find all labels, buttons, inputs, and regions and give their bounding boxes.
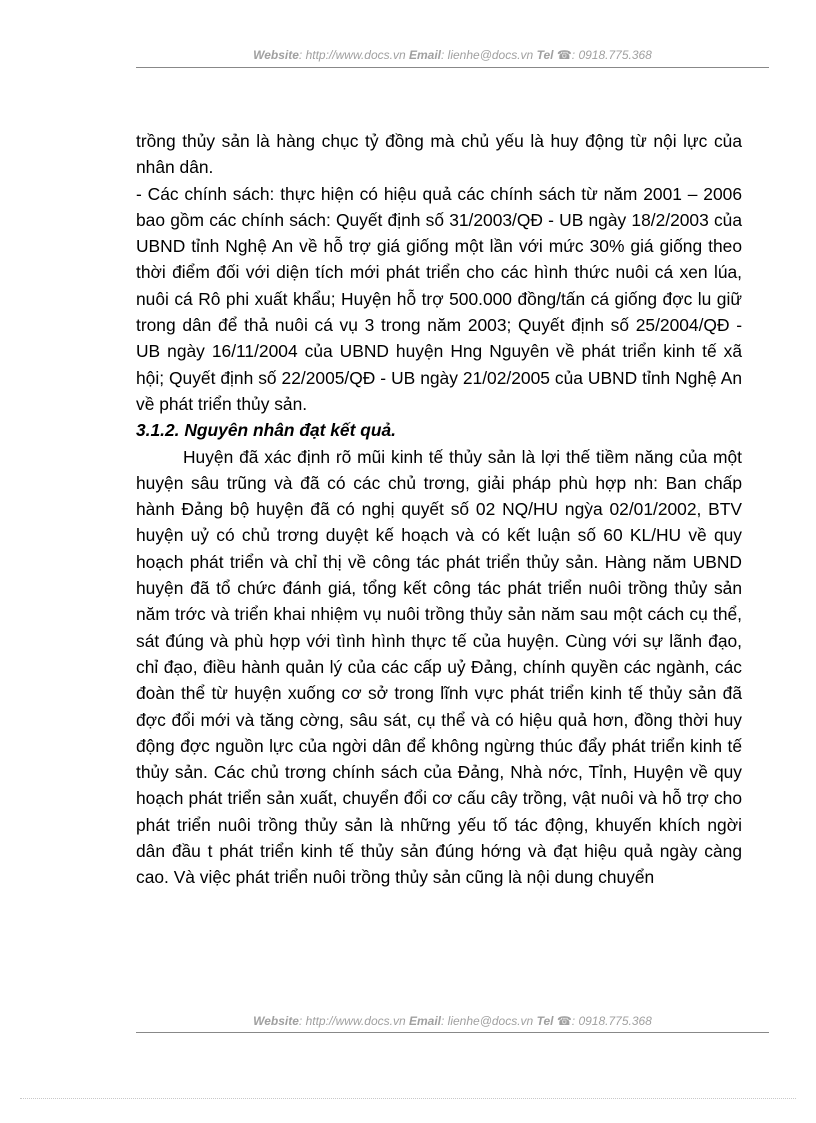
tel-number: : 0918.775.368 [571, 48, 652, 62]
paragraph-continuation: trồng thủy sản là hàng chục tỷ đồng mà chủ yếu là huy động từ nội lực của nhân dân. [136, 131, 742, 178]
website-label: Website [253, 48, 299, 62]
email-address: : lienhe@docs.vn [441, 1014, 534, 1028]
phone-icon: ☎ [556, 1014, 572, 1028]
page-header [136, 48, 769, 62]
paragraph-policies: - Các chính sách: thực hiện có hiệu quả các chính sách từ năm 2001 – 2006 bao gồm các chính sách: Quyết định số 31/2003/QĐ - UB ngày 18/2/2003 của UBND tỉnh Nghệ An về hỗ trợ giá giống một lần với mức 30% giá giống theo thời điểm đối với diện tích mới phát triển cho các hình thức nuôi cá xen lúa, nuôi cá Rô phi xuất khẩu; Huyện hỗ trợ 500.000 đồng/tấn cá giống đợc lu giữ trong dân để thả nuôi cá vụ 3 trong năm 2003; Quyết định số 25/2004/QĐ - UB ngày 16/11/2004 của UBND huyện Hng Nguyên về phát triển kinh tế xã hội; Quyết định số 22/2005/QĐ - UB ngày 21/02/2005 của UBND tỉnh Nghệ An về phát triển thủy sản. [136, 183, 742, 414]
tel-label: Tel [536, 48, 554, 62]
email-label: Email [408, 48, 441, 62]
website-url: : http://www.docs.vn [298, 48, 406, 62]
website-url: : http://www.docs.vn [298, 1014, 406, 1028]
email-address: : lienhe@docs.vn [441, 48, 534, 62]
paragraph-causes: Huyện đã xác định rõ mũi kinh tế thủy sản là lợi thế tiềm năng của một huyện sâu trũng và đã có các chủ trơng, giải pháp phù hợp nh: Ban chấp hành Đảng bộ huyện đã có nghị quyết số 02 NQ/HU ngỳa 02/01/2002, BTV huyện uỷ có chủ trơng duyệt kế hoạch và có kết luận số 60 KL/HU về quy hoạch phát triển và chỉ thị về công tác phát triển thủy sản. Hàng năm UBND huyện đã tổ chức đánh giá, tổng kết công tác phát triển nuôi trồng thủy sản năm trớc và triển khai nhiệm vụ nuôi trồng thủy sản năm sau một cách cụ thể, sát đúng và phù hợp với tình hình thực tế của huyện. Cùng với sự lãnh đạo, chỉ đạo, điều hành quản lý của các cấp uỷ Đảng, chính quyền các ngành, các đoàn thể từ huyện xuống cơ sở trong lĩnh vực phát triển kinh tế thủy sản đã đợc đổi mới và tăng cờng, sâu sát, cụ thể và có hiệu quả hơn, đồng thời huy động đợc nguồn lực của ngời dân để không ngừng thúc đẩy phát triển kinh tế thủy sản. Các chủ trơng chính sách của Đảng, Nhà nớc, Tỉnh, Huyện về quy hoạch phát triển sản xuất, chuyển đổi cơ cấu cây trồng, vật nuôi và hỗ trợ cho phát triển nuôi trồng thủy sản là những yếu tố tác động, khuyến khích ngời dân đầu t phát triển kinh tế thủy sản đúng hớng và đạt hiệu quả ngày càng cao. Và việc phát triển nuôi trồng thủy sản cũng là nội dung chuyển [136, 446, 742, 888]
section-heading: 3.1.2. Nguyên nhân đạt kết quả. [136, 420, 396, 441]
page-edge-divider [20, 1098, 796, 1099]
tel-label: Tel [536, 1014, 554, 1028]
header-rule [136, 67, 769, 68]
document-body [136, 128, 742, 891]
footer-rule [136, 1032, 769, 1033]
email-label: Email [408, 1014, 441, 1028]
phone-icon: ☎ [556, 48, 572, 62]
page-footer [136, 1014, 769, 1028]
tel-number: : 0918.775.368 [571, 1014, 652, 1028]
website-label: Website [253, 1014, 299, 1028]
